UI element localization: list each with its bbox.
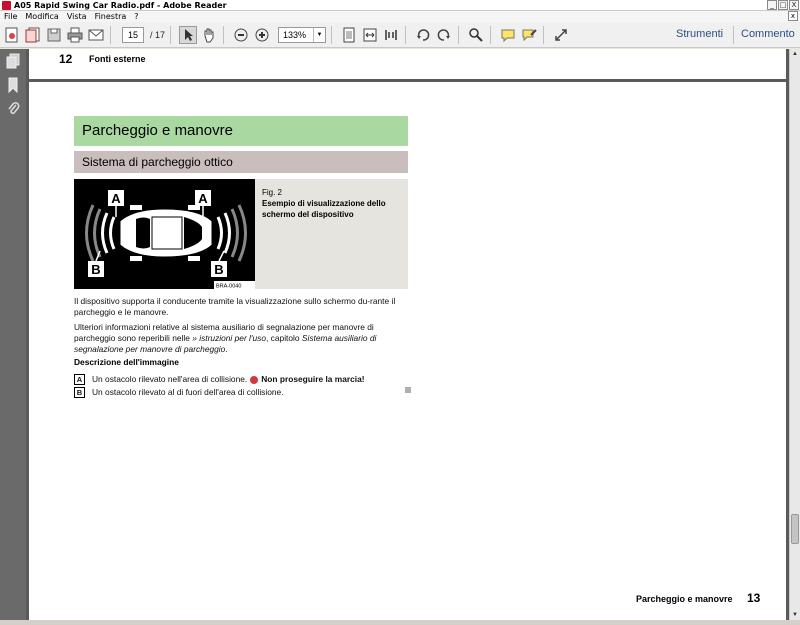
comment-panel-button[interactable]: Commento [741,28,795,40]
legend-item [74,373,408,385]
section-end-marker [405,387,411,393]
title-bar [0,0,800,11]
chevron-down-icon[interactable]: ▼ [313,28,325,42]
page-footer-title: Parcheggio e manovre [636,594,733,604]
figure-title: Esempio di visualizzazione dello schermo del dispositivo [262,199,386,219]
marker-a-left: A [111,191,121,206]
page-total-label: / 17 [150,29,166,40]
toolbar-spacer [274,26,275,44]
legend-key: B [74,387,85,398]
fit-width-icon[interactable] [361,26,379,44]
menu-help[interactable]: ? [134,12,139,21]
toolbar-separator [223,26,224,44]
scroll-down-icon[interactable]: ▼ [792,612,798,618]
document-view[interactable] [26,49,789,620]
tools-panel-button[interactable]: Strumenti [676,28,724,40]
legend-text-main: Un ostacolo rilevato nell'area di collisione. [92,374,248,384]
page-number: 12 [59,52,73,66]
minimize-button[interactable]: _ [767,0,777,10]
menu-finestra[interactable]: Finestra [94,12,127,21]
toolbar [0,22,800,48]
paragraph [74,322,408,355]
legend-item [74,386,408,398]
menu-modifica[interactable]: Modifica [25,12,59,21]
attachments-icon[interactable] [0,97,26,121]
navigation-pane [0,49,26,620]
toolbar-separator [110,26,111,44]
section-heading-text: Parcheggio e manovre [82,122,233,139]
previous-page-bottom [29,49,786,79]
rotate-right-icon[interactable] [435,26,453,44]
marker-b-left: B [91,262,101,277]
marker-a-right: A [198,191,208,206]
pdf-page [29,82,786,620]
zoom-in-icon[interactable] [253,26,271,44]
zoom-value: 133% [283,29,307,40]
bookmarks-icon[interactable] [0,73,26,97]
manual-link[interactable]: » istruzioni per l'uso [192,333,267,343]
maximize-button[interactable]: □ [779,1,787,9]
hand-tool-icon[interactable] [200,26,218,44]
expand-icon[interactable] [552,26,570,44]
parking-display-image [74,179,255,289]
adobe-reader-icon [2,1,11,10]
select-cursor-icon[interactable] [179,26,197,44]
legend-text [92,374,365,384]
legend-warning: Non proseguire la marcia! [261,374,365,384]
menu-bar [0,11,800,22]
page-thumbnails-icon[interactable] [0,49,26,73]
figure-label: Fig. 2 [262,188,283,197]
paragraph-text: Ulteriori informazioni relative al sistema ausiliario di segnalazione per manovre di parcheggio sono reperibili nelle [74,322,374,343]
fit-page-icon[interactable] [340,26,358,44]
subsection-heading-text: Sistema di parcheggio ottico [82,155,233,169]
image-description-heading: Descrizione dell'immagine [74,357,179,367]
close-document-button[interactable]: x [788,11,798,21]
close-window-button[interactable]: X [789,0,799,10]
search-icon[interactable] [467,26,485,44]
chapter-reference: Sistema ausiliario di segnalazione per manovre di parcheggio [74,333,377,354]
subsection-heading [74,151,408,173]
scrollbar-thumb[interactable] [791,514,799,544]
toolbar-separator [458,26,459,44]
figure-code: BRA-0040 [216,283,242,289]
section-heading [74,116,408,146]
toolbar-separator [490,26,491,44]
print-icon[interactable] [66,26,84,44]
legend-key: A [74,374,85,385]
toolbar-separator [543,26,544,44]
zoom-out-icon[interactable] [232,26,250,44]
legend-text: Un ostacolo rilevato al di fuori dell'area di collisione. [92,387,284,397]
marker-b-right: B [214,262,224,277]
figure-caption [262,187,402,220]
toolbar-separator [331,26,332,44]
window-bottom-edge [0,620,800,625]
rotate-left-icon[interactable] [414,26,432,44]
read-mode-icon[interactable] [382,26,400,44]
paragraph-text: . [225,344,228,354]
paragraph: Il dispositivo supporta il conducente tramite la visualizzazione sullo schermo du-rante il parcheggio e le manovre. [74,296,396,317]
window-title: A05 Rapid Swing Car Radio.pdf - Adobe Reader [14,0,227,10]
figure [74,179,408,289]
menu-vista[interactable]: Vista [66,12,87,21]
toolbar-separator [170,26,171,44]
save-icon[interactable] [45,26,63,44]
highlight-icon[interactable] [520,26,538,44]
sticky-note-icon[interactable] [499,26,517,44]
page-running-title: Fonti esterne [89,54,146,64]
zoom-select[interactable] [278,27,326,43]
vertical-scrollbar[interactable] [789,49,800,620]
stop-warning-icon [250,376,258,384]
combine-files-icon[interactable] [24,26,42,44]
page-number: 13 [747,591,761,605]
toolbar-separator [405,26,406,44]
menu-file[interactable]: File [4,12,18,21]
email-icon[interactable] [87,26,105,44]
toolbar-separator [733,26,734,44]
page-number-input[interactable]: 15 [122,27,144,43]
scroll-up-icon[interactable]: ▲ [792,51,798,57]
create-pdf-icon[interactable] [3,26,21,44]
paragraph-text: , capitolo [266,333,302,343]
